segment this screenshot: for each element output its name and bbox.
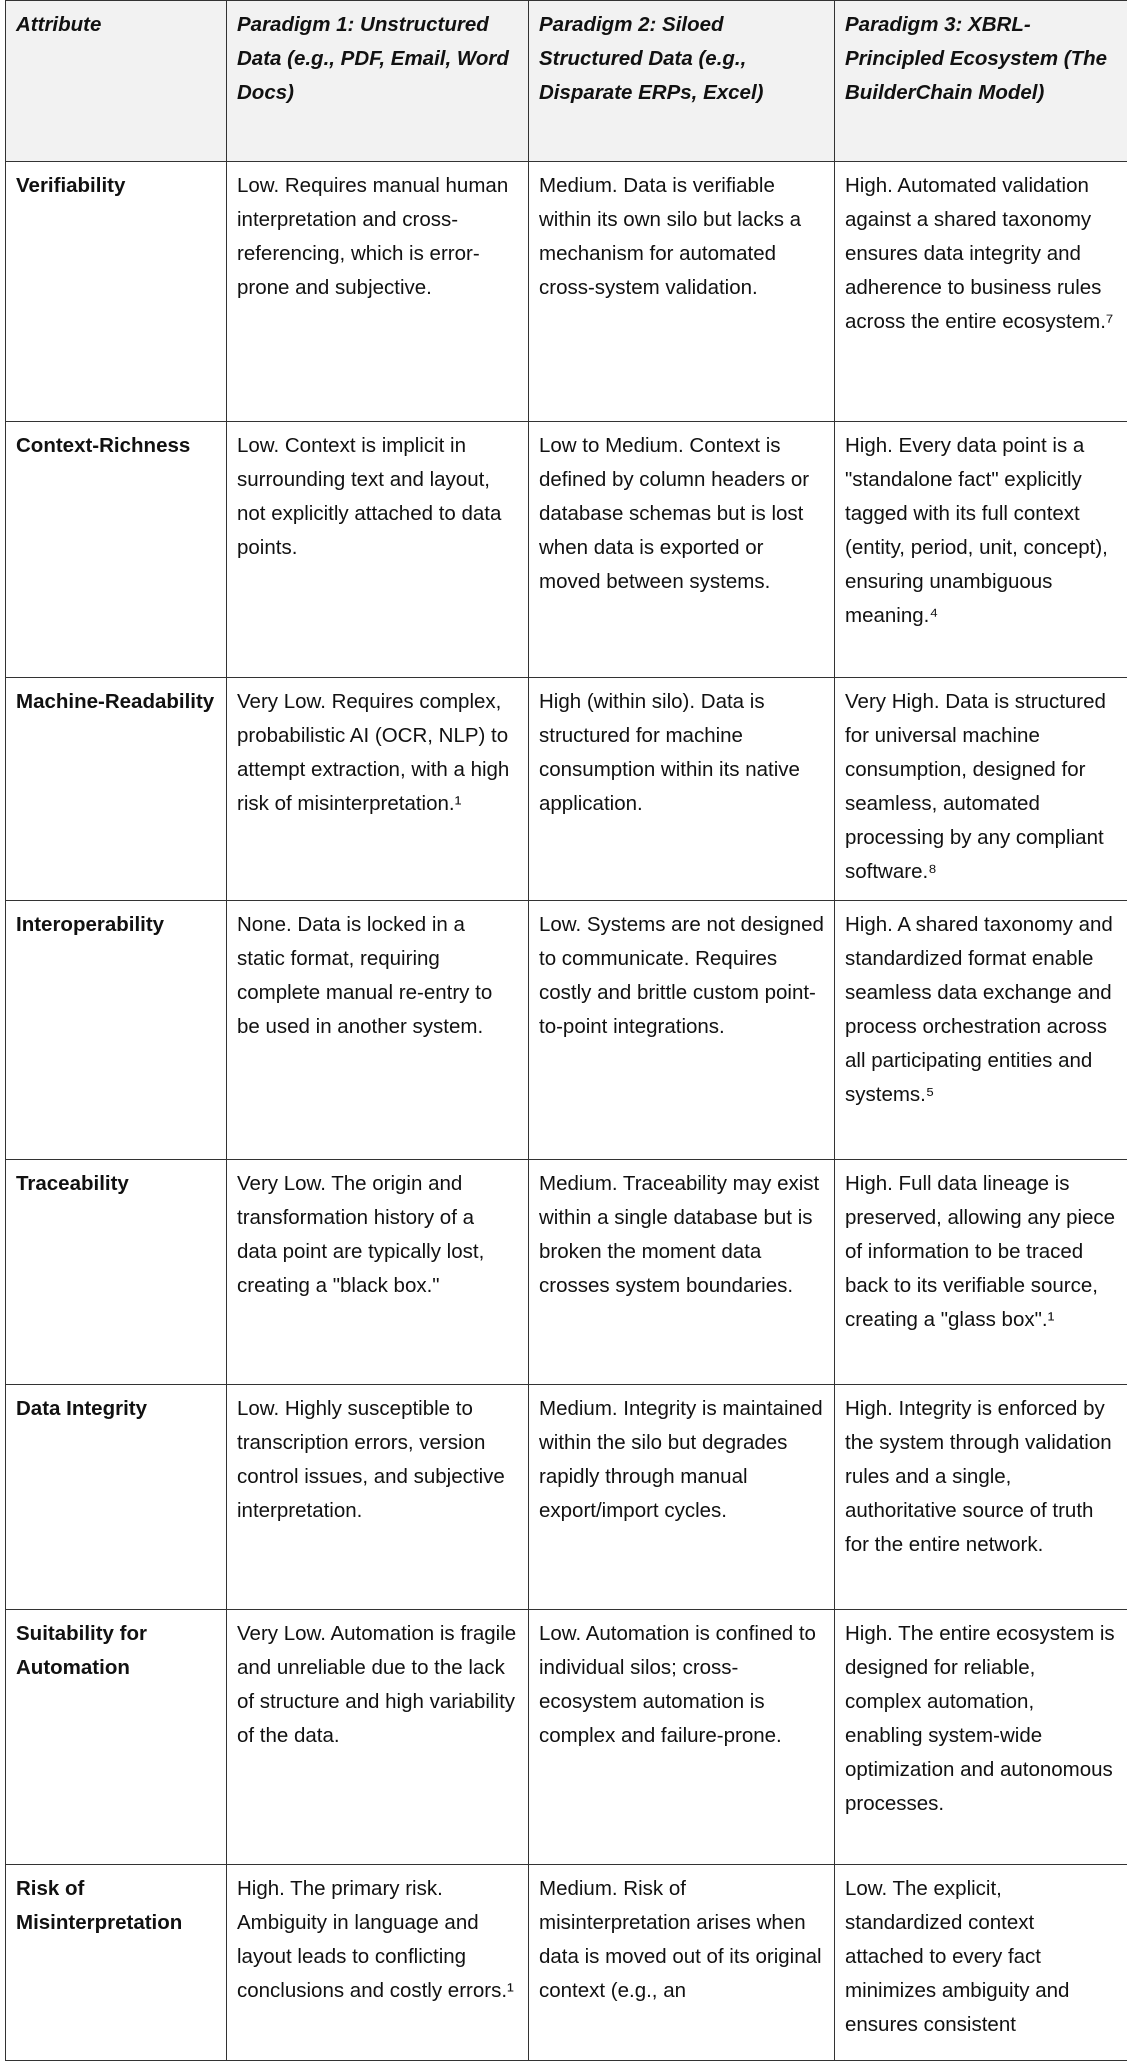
table-row xyxy=(6,1865,1127,2061)
cell-paradigm-1: High. The primary risk. Ambiguity in language and layout leads to conflicting conclusions and costly errors.¹ xyxy=(227,1865,529,2061)
cell-paradigm-3: High. Integrity is enforced by the system through validation rules and a single, authoritative source of truth for the entire network. xyxy=(835,1385,1127,1610)
row-attribute: Risk of Misinterpretation xyxy=(6,1865,227,2061)
table-row xyxy=(6,901,1127,1160)
table-row xyxy=(6,422,1127,678)
row-attribute: Data Integrity xyxy=(6,1385,227,1610)
cell-paradigm-2: Medium. Risk of misinterpretation arises when data is moved out of its original context (e.g., an xyxy=(529,1865,835,2061)
cell-paradigm-3: Very High. Data is structured for universal machine consumption, designed for seamless, automated processing by any compliant software.⁸ xyxy=(835,678,1127,901)
cell-paradigm-3: Low. The explicit, standardized context attached to every fact minimizes ambiguity and ensures consistent xyxy=(835,1865,1127,2061)
row-attribute: Machine-Readability xyxy=(6,678,227,901)
cell-paradigm-1: None. Data is locked in a static format, requiring complete manual re-entry to be used in another system. xyxy=(227,901,529,1160)
row-attribute: Verifiability xyxy=(6,162,227,422)
cell-paradigm-3: High. A shared taxonomy and standardized format enable seamless data exchange and process orchestration across all participating entities and systems.⁵ xyxy=(835,901,1127,1160)
table-row xyxy=(6,678,1127,901)
row-attribute: Interoperability xyxy=(6,901,227,1160)
cell-paradigm-2: Medium. Traceability may exist within a single database but is broken the moment data crosses system boundaries. xyxy=(529,1160,835,1385)
cell-paradigm-3: High. Automated validation against a shared taxonomy ensures data integrity and adherence to business rules across the entire ecosystem.⁷ xyxy=(835,162,1127,422)
cell-paradigm-2: Low to Medium. Context is defined by column headers or database schemas but is lost when data is exported or moved between systems. xyxy=(529,422,835,678)
table-header-row xyxy=(6,1,1127,162)
cell-paradigm-1: Low. Context is implicit in surrounding text and layout, not explicitly attached to data points. xyxy=(227,422,529,678)
row-attribute: Context-Richness xyxy=(6,422,227,678)
cell-paradigm-2: Low. Systems are not designed to communicate. Requires costly and brittle custom point-to-point integrations. xyxy=(529,901,835,1160)
header-paradigm-3: Paradigm 3: XBRL-Principled Ecosystem (The BuilderChain Model) xyxy=(835,1,1127,162)
cell-paradigm-3: High. The entire ecosystem is designed for reliable, complex automation, enabling system-wide optimization and autonomous processes. xyxy=(835,1610,1127,1865)
cell-paradigm-1: Very Low. Automation is fragile and unreliable due to the lack of structure and high variability of the data. xyxy=(227,1610,529,1865)
table-row xyxy=(6,162,1127,422)
cell-paradigm-1: Very Low. Requires complex, probabilistic AI (OCR, NLP) to attempt extraction, with a high risk of misinterpretation.¹ xyxy=(227,678,529,901)
header-attribute: Attribute xyxy=(6,1,227,162)
comparison-table xyxy=(5,0,1127,2061)
cell-paradigm-3: High. Full data lineage is preserved, allowing any piece of information to be traced back to its verifiable source, creating a "glass box".¹ xyxy=(835,1160,1127,1385)
row-attribute: Traceability xyxy=(6,1160,227,1385)
cell-paradigm-2: Medium. Integrity is maintained within the silo but degrades rapidly through manual export/import cycles. xyxy=(529,1385,835,1610)
cell-paradigm-2: Low. Automation is confined to individual silos; cross-ecosystem automation is complex and failure-prone. xyxy=(529,1610,835,1865)
row-attribute: Suitability for Automation xyxy=(6,1610,227,1865)
header-paradigm-1: Paradigm 1: Unstructured Data (e.g., PDF, Email, Word Docs) xyxy=(227,1,529,162)
cell-paradigm-2: High (within silo). Data is structured for machine consumption within its native application. xyxy=(529,678,835,901)
cell-paradigm-1: Low. Requires manual human interpretation and cross-referencing, which is error-prone and subjective. xyxy=(227,162,529,422)
cell-paradigm-2: Medium. Data is verifiable within its own silo but lacks a mechanism for automated cross-system validation. xyxy=(529,162,835,422)
cell-paradigm-3: High. Every data point is a "standalone fact" explicitly tagged with its full context (entity, period, unit, concept), ensuring unambiguous meaning.⁴ xyxy=(835,422,1127,678)
cell-paradigm-1: Very Low. The origin and transformation history of a data point are typically lost, creating a "black box." xyxy=(227,1160,529,1385)
table-row xyxy=(6,1160,1127,1385)
table-row xyxy=(6,1610,1127,1865)
header-paradigm-2: Paradigm 2: Siloed Structured Data (e.g., Disparate ERPs, Excel) xyxy=(529,1,835,162)
table-row xyxy=(6,1385,1127,1610)
cell-paradigm-1: Low. Highly susceptible to transcription errors, version control issues, and subjective interpretation. xyxy=(227,1385,529,1610)
